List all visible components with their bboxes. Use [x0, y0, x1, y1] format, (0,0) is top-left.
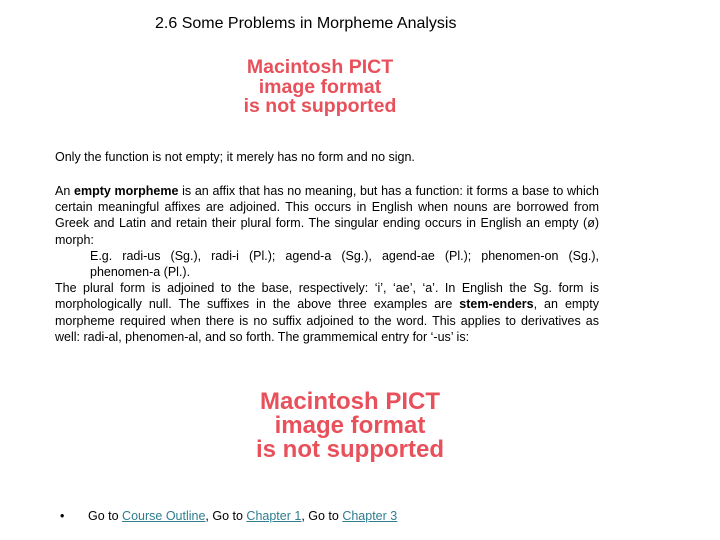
page-title: 2.6 Some Problems in Morpheme Analysis: [155, 15, 457, 32]
term-empty-morpheme: empty morpheme: [74, 184, 179, 198]
explanation-paragraph: [55, 280, 599, 345]
placeholder-line: image format: [258, 75, 382, 98]
placeholder-line: image format: [274, 412, 426, 439]
text-run: , an empty morpheme required when there is no suffix adjoined to the word. This applies to derivatives as well: radi-al, phenomen-al, and so forth. The grammemical entry for ‘-us’ is:: [55, 297, 599, 344]
nav-text: , Go to: [205, 509, 247, 523]
text-run: The plural form is adjoined to the base, respectively: ‘i’, ‘ae’, ‘a’. In English the Sg. form is morphologically null. The suffixes in the above three examples are: [55, 281, 599, 312]
text-run: An: [55, 184, 74, 198]
link-chapter-3[interactable]: Chapter 3: [342, 509, 398, 523]
body-paragraph: [55, 183, 599, 345]
unsupported-image-placeholder: [200, 58, 440, 117]
unsupported-image-placeholder: [200, 390, 500, 462]
term-stem-enders: stem-enders: [459, 297, 534, 312]
placeholder-line: Macintosh PICT: [246, 56, 394, 78]
link-chapter-1[interactable]: Chapter 1: [246, 509, 302, 523]
examples-line: E.g. radi-us (Sg.), radi-i (Pl.); agend-a (Sg.), agend-ae (Pl.); phenomen-on (Sg.), phenomen-a (Pl.).: [90, 248, 599, 280]
placeholder-line: Macintosh PICT: [259, 388, 440, 415]
intro-paragraph: Only the function is not empty; it merely has no form and no sign.: [55, 150, 415, 164]
nav-text: Go to: [88, 509, 123, 523]
link-course-outline[interactable]: Course Outline: [122, 509, 206, 523]
nav-text: , Go to: [301, 509, 343, 523]
text-run: is an affix that has no meaning, but has a function: it forms a base to which certain meaningful affixes are adjoined. This occurs in English when nouns are borrowed from Greek and Latin and retain their plural form. The singular ending occurs in English an empty (ø) morph:: [55, 184, 599, 247]
navigation-links: [60, 509, 397, 523]
bullet-icon: •: [60, 509, 65, 523]
placeholder-line: is not supported: [256, 436, 444, 463]
placeholder-line: is not supported: [243, 95, 397, 117]
definition-paragraph: [55, 183, 599, 248]
